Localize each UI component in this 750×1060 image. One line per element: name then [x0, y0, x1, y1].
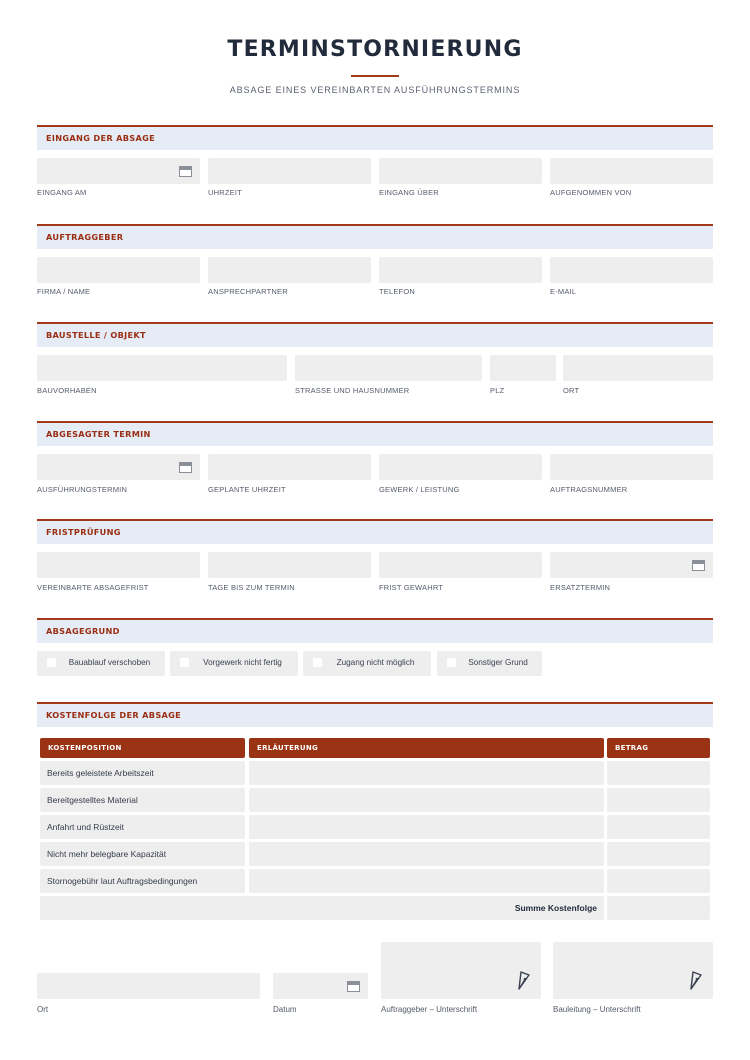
ort-signature-field[interactable] [37, 973, 260, 999]
field-label: TAGE BIS ZUM TERMIN [208, 583, 295, 592]
pen-nib-icon [689, 969, 703, 991]
amount-field[interactable] [607, 788, 710, 812]
column-header-kostenposition [40, 738, 245, 758]
eingang-am-field[interactable] [37, 158, 200, 184]
field-label: EINGANG AM [37, 188, 87, 197]
checkbox[interactable] [313, 658, 322, 667]
footer-label: Bauleitung – Unterschrift [553, 1005, 641, 1014]
ersatztermin-field[interactable] [550, 552, 713, 578]
section-title: AUFTRAGGEBER [46, 232, 124, 242]
section-header-kosten [37, 702, 713, 727]
field-label: AUSFÜHRUNGSTERMIN [37, 485, 128, 494]
field-label: PLZ [490, 386, 505, 395]
amount-field[interactable] [607, 869, 710, 893]
bauvorhaben-field[interactable] [37, 355, 287, 381]
field-label: GEPLANTE UHRZEIT [208, 485, 286, 494]
datum-field[interactable] [273, 973, 368, 999]
section-header-eingang [37, 125, 713, 150]
field-label: ORT [563, 386, 580, 395]
cost-position-cell [40, 842, 245, 866]
telefon-field[interactable] [379, 257, 542, 283]
section-header-auftraggeber [37, 224, 713, 249]
footer-label: Ort [37, 1005, 49, 1014]
explanation-field[interactable] [249, 788, 604, 812]
calendar-icon[interactable] [347, 981, 360, 992]
field-label: FRIST GEWAHRT [379, 583, 444, 592]
field-label: ANSPRECHPARTNER [208, 287, 288, 296]
eingang-ueber-field[interactable] [379, 158, 542, 184]
explanation-field[interactable] [249, 761, 604, 785]
sum-row [40, 896, 604, 920]
section-header-baustelle [37, 322, 713, 347]
footer-label: Datum [273, 1005, 297, 1014]
pen-nib-icon [517, 969, 531, 991]
ausfuehrungstermin-field[interactable] [37, 454, 200, 480]
field-label: STRASSE UND HAUSNUMMER [295, 386, 410, 395]
title-divider [351, 75, 399, 77]
cost-position-cell [40, 761, 245, 785]
column-header-betrag [607, 738, 710, 758]
field-label: BAUVORHABEN [37, 386, 97, 395]
section-title: EINGANG DER ABSAGE [46, 133, 156, 143]
ort-field[interactable] [563, 355, 713, 381]
explanation-field[interactable] [249, 842, 604, 866]
geplante-uhrzeit-field[interactable] [208, 454, 371, 480]
cost-position-cell [40, 788, 245, 812]
column-header-label: BETRAG [615, 744, 649, 752]
field-label: UHRZEIT [208, 188, 242, 197]
aufgenommen-von-field[interactable] [550, 158, 713, 184]
ansprechpartner-field[interactable] [208, 257, 371, 283]
plz-field[interactable] [490, 355, 556, 381]
amount-field[interactable] [607, 842, 710, 866]
cost-position-label: Anfahrt und Rüstzeit [47, 822, 125, 832]
auftragsnummer-field[interactable] [550, 454, 713, 480]
reason-option-sonstiger[interactable] [437, 651, 542, 676]
column-header-label: KOSTENPOSITION [48, 744, 122, 752]
amount-field[interactable] [607, 815, 710, 839]
checkbox[interactable] [447, 658, 456, 667]
checkbox[interactable] [47, 658, 56, 667]
section-title: ABSAGEGRUND [46, 626, 120, 636]
section-header-frist [37, 519, 713, 544]
bauleitung-signature-box[interactable] [553, 942, 713, 999]
option-label: Vorgewerk nicht fertig [203, 658, 282, 667]
reason-option-vorgewerk[interactable] [170, 651, 298, 676]
cost-position-label: Nicht mehr belegbare Kapazität [47, 849, 167, 859]
field-label: FIRMA / NAME [37, 287, 91, 296]
field-label: GEWERK / LEISTUNG [379, 485, 460, 494]
field-label: E-MAIL [550, 287, 577, 296]
calendar-icon[interactable] [179, 462, 192, 473]
explanation-field[interactable] [249, 815, 604, 839]
field-label: AUFGENOMMEN VON [550, 188, 632, 197]
calendar-icon[interactable] [179, 166, 192, 177]
section-title: ABGESAGTER TERMIN [46, 429, 151, 439]
cost-position-label: Bereitgestelltes Material [47, 795, 138, 805]
option-label: Bauablauf verschoben [68, 658, 151, 667]
option-label: Sonstiger Grund [468, 658, 528, 667]
uhrzeit-field[interactable] [208, 158, 371, 184]
absagefrist-field[interactable] [37, 552, 200, 578]
column-header-label: ERLÄUTERUNG [257, 744, 319, 752]
section-title: KOSTENFOLGE DER ABSAGE [46, 710, 182, 720]
calendar-icon[interactable] [692, 560, 705, 571]
auftraggeber-signature-box[interactable] [381, 942, 541, 999]
sum-label: Summe Kostenfolge [514, 903, 597, 913]
field-label: ERSATZTERMIN [550, 583, 611, 592]
cost-position-label: Bereits geleistete Arbeitszeit [47, 768, 154, 778]
amount-field[interactable] [607, 761, 710, 785]
email-field[interactable] [550, 257, 713, 283]
frist-gewahrt-field[interactable] [379, 552, 542, 578]
field-label: TELEFON [379, 287, 415, 296]
explanation-field[interactable] [249, 869, 604, 893]
cost-position-cell [40, 869, 245, 893]
field-label: AUFTRAGSNUMMER [550, 485, 628, 494]
strasse-field[interactable] [295, 355, 482, 381]
field-label: VEREINBARTE ABSAGEFRIST [37, 583, 149, 592]
tage-bis-termin-field[interactable] [208, 552, 371, 578]
reason-option-zugang[interactable] [303, 651, 431, 676]
footer-label: Auftraggeber – Unterschrift [381, 1005, 478, 1014]
section-title: BAUSTELLE / OBJEKT [46, 330, 146, 340]
firma-name-field[interactable] [37, 257, 200, 283]
sum-amount-field[interactable] [607, 896, 710, 920]
field-label: EINGANG ÜBER [379, 188, 439, 197]
cost-position-label: Stornogebühr laut Auftragsbedingungen [47, 876, 198, 886]
reason-option-bauablauf[interactable] [37, 651, 165, 676]
page-subtitle: ABSAGE EINES VEREINBARTEN AUSFÜHRUNGSTERMINS [229, 85, 521, 95]
cost-position-cell [40, 815, 245, 839]
section-header-grund [37, 618, 713, 643]
checkbox[interactable] [180, 658, 189, 667]
option-label: Zugang nicht möglich [336, 658, 415, 667]
column-header-erlaeuterung [249, 738, 604, 758]
page-title: TERMINSTORNIERUNG [227, 37, 523, 62]
gewerk-field[interactable] [379, 454, 542, 480]
section-header-termin [37, 421, 713, 446]
section-title: FRISTPRÜFUNG [46, 527, 121, 537]
